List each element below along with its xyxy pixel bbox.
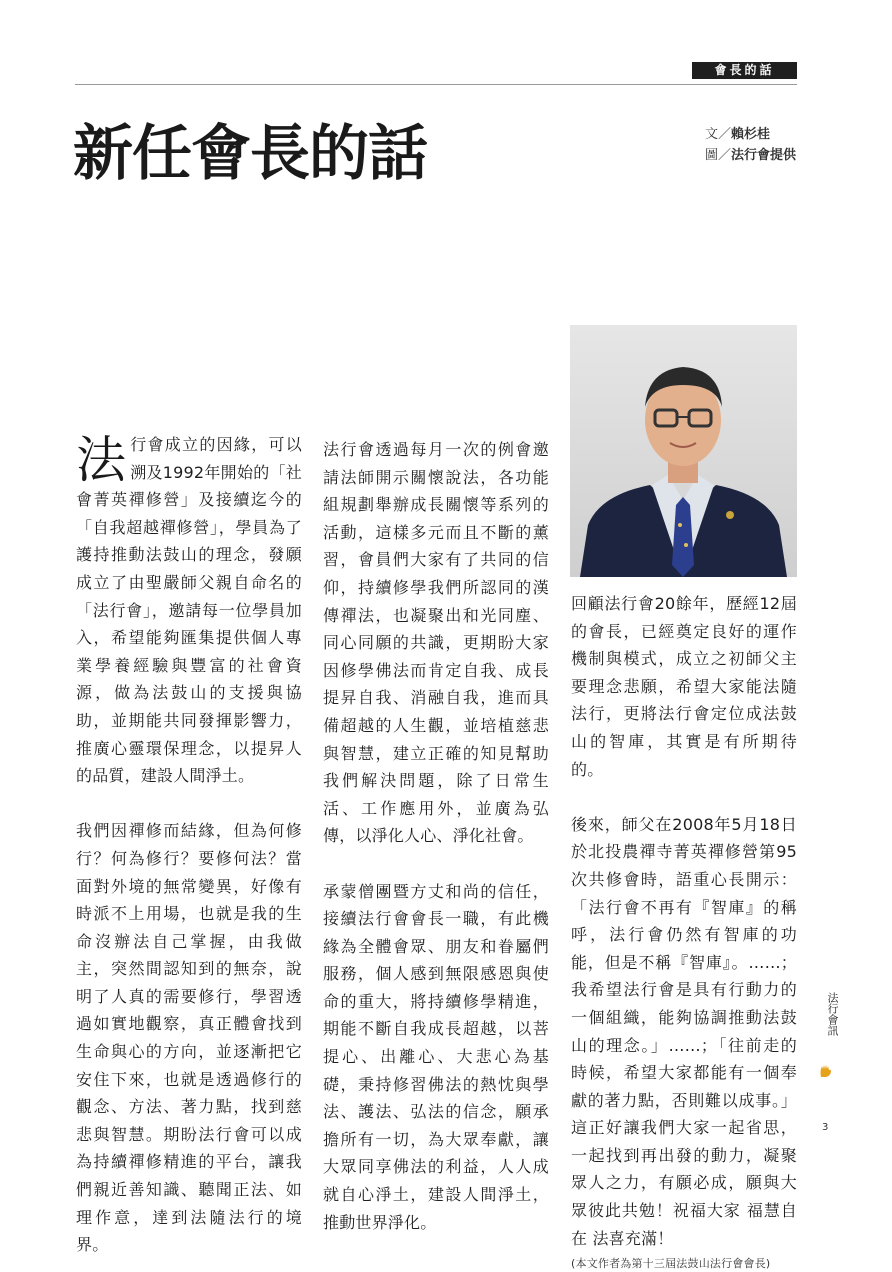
section-label: 會長的話 [692,62,797,79]
author-credit [705,124,796,145]
paragraph-appointment: 承蒙僧團暨方丈和尚的信任，接續法行會會長一職，有此機緣為全體會眾、朋友和眷屬們服務，個人感到無限感恩與使命的重大，將持續修學精進，期能不斷自我成長超越，以菩提心、出離心、大悲心為基礎，秉持修習佛法的熱忱與學法、護法、弘法的信念，願承擔所有一切，為大眾奉獻，讓大眾同享佛法的利益，人人成就自心淨土，建設人間淨土，推動世界淨化。 [323,881,549,1232]
article-column-2 [323,436,549,1236]
photo-credit [705,145,796,166]
paragraph-monthly-meetings: 法行會透過每月一次的例會邀請法師開示關懷說法，各功能組規劃舉辦成長關懷等系列的活動，這樣多元而且不斷的薰習，會員們大家有了共同的信仰，持續修學我們所認同的漢傳禪法，也凝聚出和光同塵、同心同願的共識，更期盼大家因修學佛法而肯定自我、成長提昇自我、消融自我，進而具備超越的人生觀，並培植慈悲與智慧，建立正確的知見幫助我們解決問題，除了日常生活、工作應用外，並廣為弘傳，以淨化人心、淨化社會。 [323,440,549,846]
author-prefix: 文／ [705,127,732,142]
page-title: 新任會長的話 [73,119,427,189]
header-divider [75,84,797,85]
paragraph-master-teaching: 後來，師父在2008年5月18日於北投農禪寺菁英禪修營第95次共修會時，語重心長開示：「法行會不再有『智庫』的稱呼，法行會仍然有智庫的功能，但是不稱『智庫』。……；我希望法行會是具有行動力的一個組織，能夠協調推動法鼓山的理念。」……；「往前走的時候，希望大家都能有一個奉獻的著力點，否則難以成事。」這正好讓我們大家一起省思，一起找到再出發的動力，凝聚眾人之力，有願必成，願與大眾彼此共勉！祝福大家 福慧自在 法喜充滿！ [571,814,797,1248]
page-number: 3 [822,1122,829,1133]
drop-cap: 法 [76,431,127,489]
photo-credit-name: 法行會提供 [731,148,797,163]
author-name: 賴杉桂 [731,127,771,142]
hand-icon [818,1063,834,1083]
magazine-logo: 法行會訊 [826,992,839,1036]
portrait-photo [570,325,797,577]
photo-prefix: 圖／ [705,148,732,163]
paragraph-intro [76,431,302,790]
paragraph-review: 回顧法行會20餘年，歷經12屆的會長，已經奠定良好的運作機制與模式，成立之初師父主要理念悲願，希望大家能法隨法行，更將法行會定位成法鼓山的智庫，其實是有所期待的。 [571,594,797,779]
article-column-3 [571,590,797,1272]
portrait-illustration [570,325,797,577]
paragraph-intro-text: 行會成立的因緣，可以溯及1992年開始的「社會菁英禪修營」及接續迄今的「自我超越禪修營」，學員為了護持推動法鼓山的理念，發願成立了由聖嚴師父親自命名的「法行會」，邀請每一位學員加入，希望能夠匯集提供個人專業學養經驗與豐富的社會資源，做為法鼓山的支援與協助，並期能共同發揮影響力，推廣心靈環保理念，以提昇人的品質，建設人間淨土。 [76,435,302,786]
article-column-1 [76,431,302,1259]
article-credits [705,124,796,166]
paragraph-meditation: 我們因禪修而結緣，但為何修行？何為修行？要修何法？當面對外境的無常變異，好像有時派不上用場，也就是我的生命沒辦法自己掌握，由我做主，突然間認知到的無奈，說明了人真的需要修行，學習透過如實地觀察，真正體會找到生命與心的方向，並逐漸把它安住下來，也就是透過修行的觀念、方法、著力點，找到慈悲與智慧。期盼法行會可以成為持續禪修精進的平台，讓我們親近善知識、聽聞正法、如理作意，達到法隨法行的境界。 [76,821,302,1255]
author-footnote: (本文作者為第十三屆法鼓山法行會會長) [571,1257,771,1271]
